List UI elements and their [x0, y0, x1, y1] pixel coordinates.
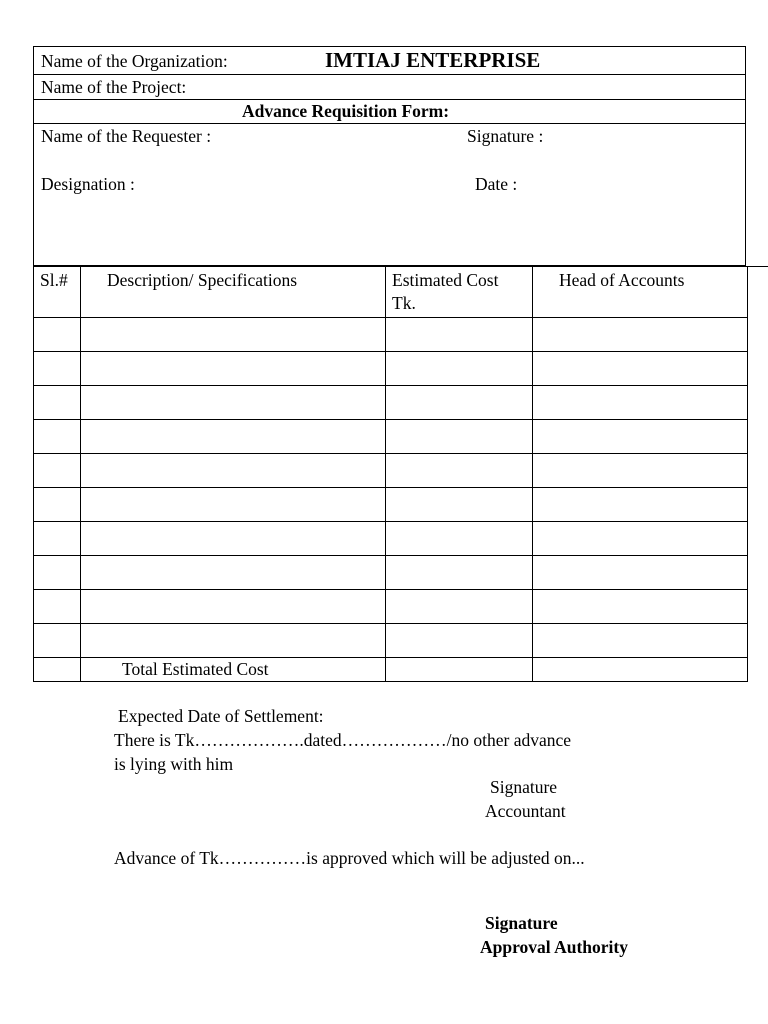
table-cell[interactable]: [386, 522, 533, 556]
table-cell[interactable]: [81, 318, 386, 352]
table-row: [34, 454, 748, 488]
table-row: [34, 624, 748, 658]
total-label: Total Estimated Cost: [81, 658, 386, 682]
column-header-sl: Sl.#: [34, 267, 81, 318]
designation-label: Designation :: [41, 174, 135, 194]
column-header-head-of-accounts: Head of Accounts: [533, 267, 748, 318]
approval-signature-label: Signature: [485, 913, 558, 933]
org-label: Name of the Organization:: [41, 51, 228, 71]
table-cell[interactable]: [81, 488, 386, 522]
table-cell[interactable]: [533, 522, 748, 556]
table-cell[interactable]: [81, 590, 386, 624]
table-cell[interactable]: [386, 624, 533, 658]
table-cell[interactable]: [533, 386, 748, 420]
accountant-signature-label: Signature: [490, 777, 558, 797]
table-cell[interactable]: [34, 522, 81, 556]
divider-line: [33, 123, 746, 124]
table-cell: [34, 658, 81, 682]
table-cell[interactable]: [386, 556, 533, 590]
divider-line: [746, 266, 768, 267]
divider-line: [33, 74, 746, 75]
table-cell[interactable]: [81, 420, 386, 454]
form-title: Advance Requisition Form:: [242, 101, 450, 121]
table-cell[interactable]: [34, 386, 81, 420]
table-cell[interactable]: [386, 420, 533, 454]
table-cell[interactable]: [81, 522, 386, 556]
table-row: [34, 318, 748, 352]
table-cell[interactable]: [386, 352, 533, 386]
table-cell[interactable]: [81, 386, 386, 420]
table-cell[interactable]: [34, 590, 81, 624]
table-cell[interactable]: [533, 556, 748, 590]
table-row: [34, 488, 748, 522]
advance-statement-line2: is lying with him: [114, 754, 234, 774]
column-header-estimated-cost: Estimated Cost Tk.: [386, 267, 533, 318]
project-label: Name of the Project:: [41, 77, 187, 97]
table-cell[interactable]: [34, 556, 81, 590]
total-row: [34, 658, 748, 682]
table-cell[interactable]: [81, 454, 386, 488]
table-row: [34, 352, 748, 386]
table-row: [34, 590, 748, 624]
column-header-description: Description/ Specifications: [81, 267, 386, 318]
table-cell[interactable]: [533, 352, 748, 386]
table-cell[interactable]: [81, 556, 386, 590]
approval-statement: Advance of Tk……………is approved which will be adjusted on...: [114, 848, 585, 868]
signature-label: Signature :: [467, 126, 544, 146]
table-row: [34, 386, 748, 420]
expected-date-label: Expected Date of Settlement:: [118, 706, 324, 726]
approval-authority-label: Approval Authority: [480, 937, 628, 957]
divider-line: [33, 99, 746, 100]
table-cell[interactable]: [34, 454, 81, 488]
total-cost-cell[interactable]: [386, 658, 533, 682]
table-cell[interactable]: [386, 454, 533, 488]
date-label: Date :: [475, 174, 518, 194]
table-cell[interactable]: [386, 488, 533, 522]
table-row: [34, 420, 748, 454]
table-cell[interactable]: [34, 318, 81, 352]
accountant-label: Accountant: [485, 801, 566, 821]
requester-label: Name of the Requester :: [41, 126, 212, 146]
table-cell[interactable]: [386, 318, 533, 352]
table-cell[interactable]: [533, 420, 748, 454]
table-cell[interactable]: [386, 590, 533, 624]
table-cell[interactable]: [533, 318, 748, 352]
items-table: [33, 266, 748, 682]
table-row: [34, 556, 748, 590]
table-cell[interactable]: [533, 658, 748, 682]
table-cell[interactable]: [34, 488, 81, 522]
table-cell[interactable]: [533, 590, 748, 624]
table-cell[interactable]: [533, 624, 748, 658]
table-cell[interactable]: [533, 488, 748, 522]
table-cell[interactable]: [34, 352, 81, 386]
table-cell[interactable]: [533, 454, 748, 488]
table-row: [34, 522, 748, 556]
table-cell[interactable]: [386, 386, 533, 420]
table-cell[interactable]: [81, 352, 386, 386]
org-name: IMTIAJ ENTERPRISE: [325, 48, 541, 72]
table-cell[interactable]: [81, 624, 386, 658]
table-cell[interactable]: [34, 624, 81, 658]
table-header-row: [34, 267, 748, 318]
table-cell[interactable]: [34, 420, 81, 454]
advance-statement-line1: There is Tk……………….dated………………/no other advance: [114, 730, 572, 750]
